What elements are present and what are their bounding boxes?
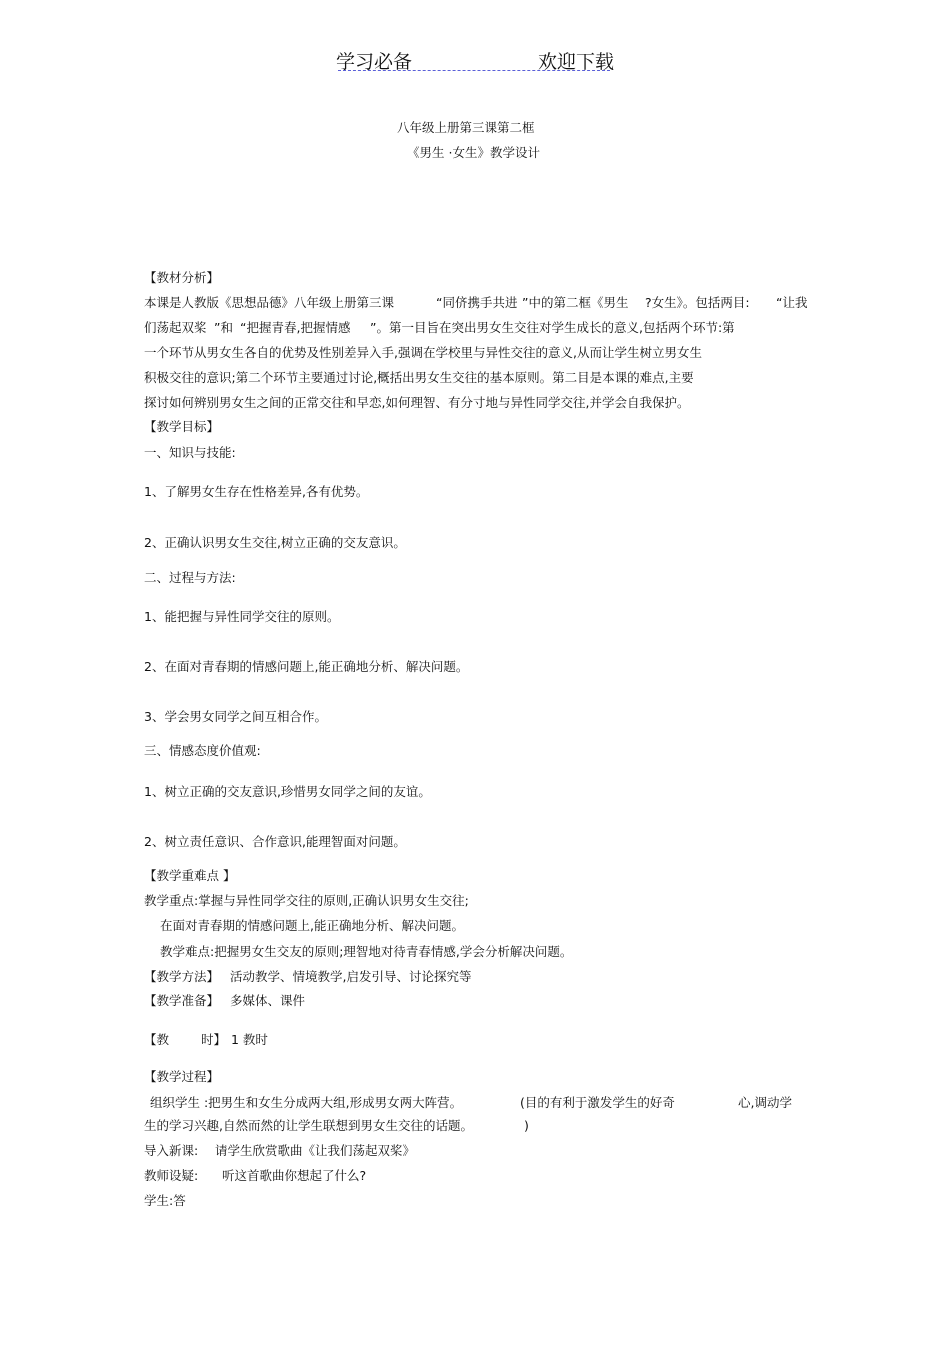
material-line5: 探讨如何辨别男女生之间的正常交往和早恋,如何理智、有分寸地与异性同学交往,并学会自我保护。 [144,395,690,410]
question-label: 教师设疑: [144,1168,199,1183]
material-line2-d: ”。第一目旨在突出男女生交往对学生成长的意义,包括两个环节:第 [370,320,735,335]
goals-section2-item3: 3、学会男女同学之间互相合作。 [144,709,327,724]
material-line1-c: ”中的第二框《男生 [522,295,629,310]
methods-label: 【教学方法】 [144,969,220,984]
methods-value: 活动教学、情境教学,启发引导、讨论探究等 [230,969,472,984]
intro-label: 导入新课: [144,1143,199,1158]
answer-text: 学生:答 [144,1193,186,1208]
hours-label-end: 时】 [201,1032,227,1047]
goals-section2-item1: 1、能把握与异性同学交往的原则。 [144,609,340,624]
header-dashed-underline [338,70,610,71]
process-line1-a: 组织学生 :把男生和女生分成两大组,形成男女两大阵营。 [150,1095,463,1110]
material-line3: 一个环节从男女生各自的优势及性别差异入手,强调在学校里与异性交往的意义,从而让学生树立男女生 [144,345,702,360]
material-line2-b: ”和 [214,320,233,335]
doc-title-line1: 八年级上册第三课第二框 [397,120,535,135]
material-line1-a: 本课是人教版《思想品德》八年级上册第三课 [144,295,395,310]
focus-heading: 【教学重难点 】 [144,868,236,883]
goals-heading: 【教学目标】 [144,419,220,434]
intro-text: 请学生欣赏歌曲《让我们荡起双桨》 [215,1143,416,1158]
material-line2-a: 们荡起双桨 [144,320,207,335]
focus-key-line1: 教学重点:掌握与异性同学交往的原则,正确认识男女生交往; [144,893,469,908]
material-line2-c: “把握青春,把握情感 [240,320,351,335]
process-line2-b: ) [524,1118,529,1133]
doc-title-line2: 《男生 ·女生》教学设计 [407,145,540,160]
focus-key-line2: 在面对青春期的情感问题上,能正确地分析、解决问题。 [160,918,464,933]
material-line1-d: ?女生》。包括两目: [645,295,750,310]
goals-section2-item2: 2、在面对青春期的情感问题上,能正确地分析、解决问题。 [144,659,469,674]
goals-section3: 三、情感态度价值观: [144,743,261,758]
material-line4: 积极交往的意识;第二个环节主要通过讨论,概括出男女生交往的基本原则。第二目是本课的难点,主要 [144,370,694,385]
process-line1-b: (目的有利于激发学生的好奇 [520,1095,675,1110]
prep-label: 【教学准备】 [144,993,220,1008]
process-heading: 【教学过程】 [144,1069,220,1084]
goals-section1-item2: 2、正确认识男女生交往,树立正确的交友意识。 [144,535,406,550]
goals-section1-item1: 1、了解男女生存在性格差异,各有优势。 [144,484,369,499]
goals-section2: 二、过程与方法: [144,570,236,585]
process-line1-c: 心,调动学 [738,1095,792,1110]
header-right: 欢迎下载 [538,51,615,73]
goals-section3-item1: 1、树立正确的交友意识,珍惜男女同学之间的友谊。 [144,784,431,799]
material-heading: 【教材分析】 [144,270,220,285]
header-left: 学习必备 [336,51,413,73]
hours-label-start: 【教 [144,1032,170,1047]
process-line2-a: 生的学习兴趣,自然而然的让学生联想到男女生交往的话题。 [144,1118,473,1133]
question-text: 听这首歌曲你想起了什么? [222,1168,367,1183]
material-line1-e: “让我 [776,295,808,310]
goals-section3-item2: 2、树立责任意识、合作意识,能理智面对问题。 [144,834,406,849]
material-line1-b: “同侪携手共进 [436,295,518,310]
goals-section1: 一、知识与技能: [144,445,236,460]
focus-difficulty: 教学难点:把握男女生交友的原则;理智地对待青春情感,学会分析解决问题。 [160,944,573,959]
prep-value: 多媒体、课件 [230,993,306,1008]
hours-value: 1 教时 [231,1032,268,1047]
